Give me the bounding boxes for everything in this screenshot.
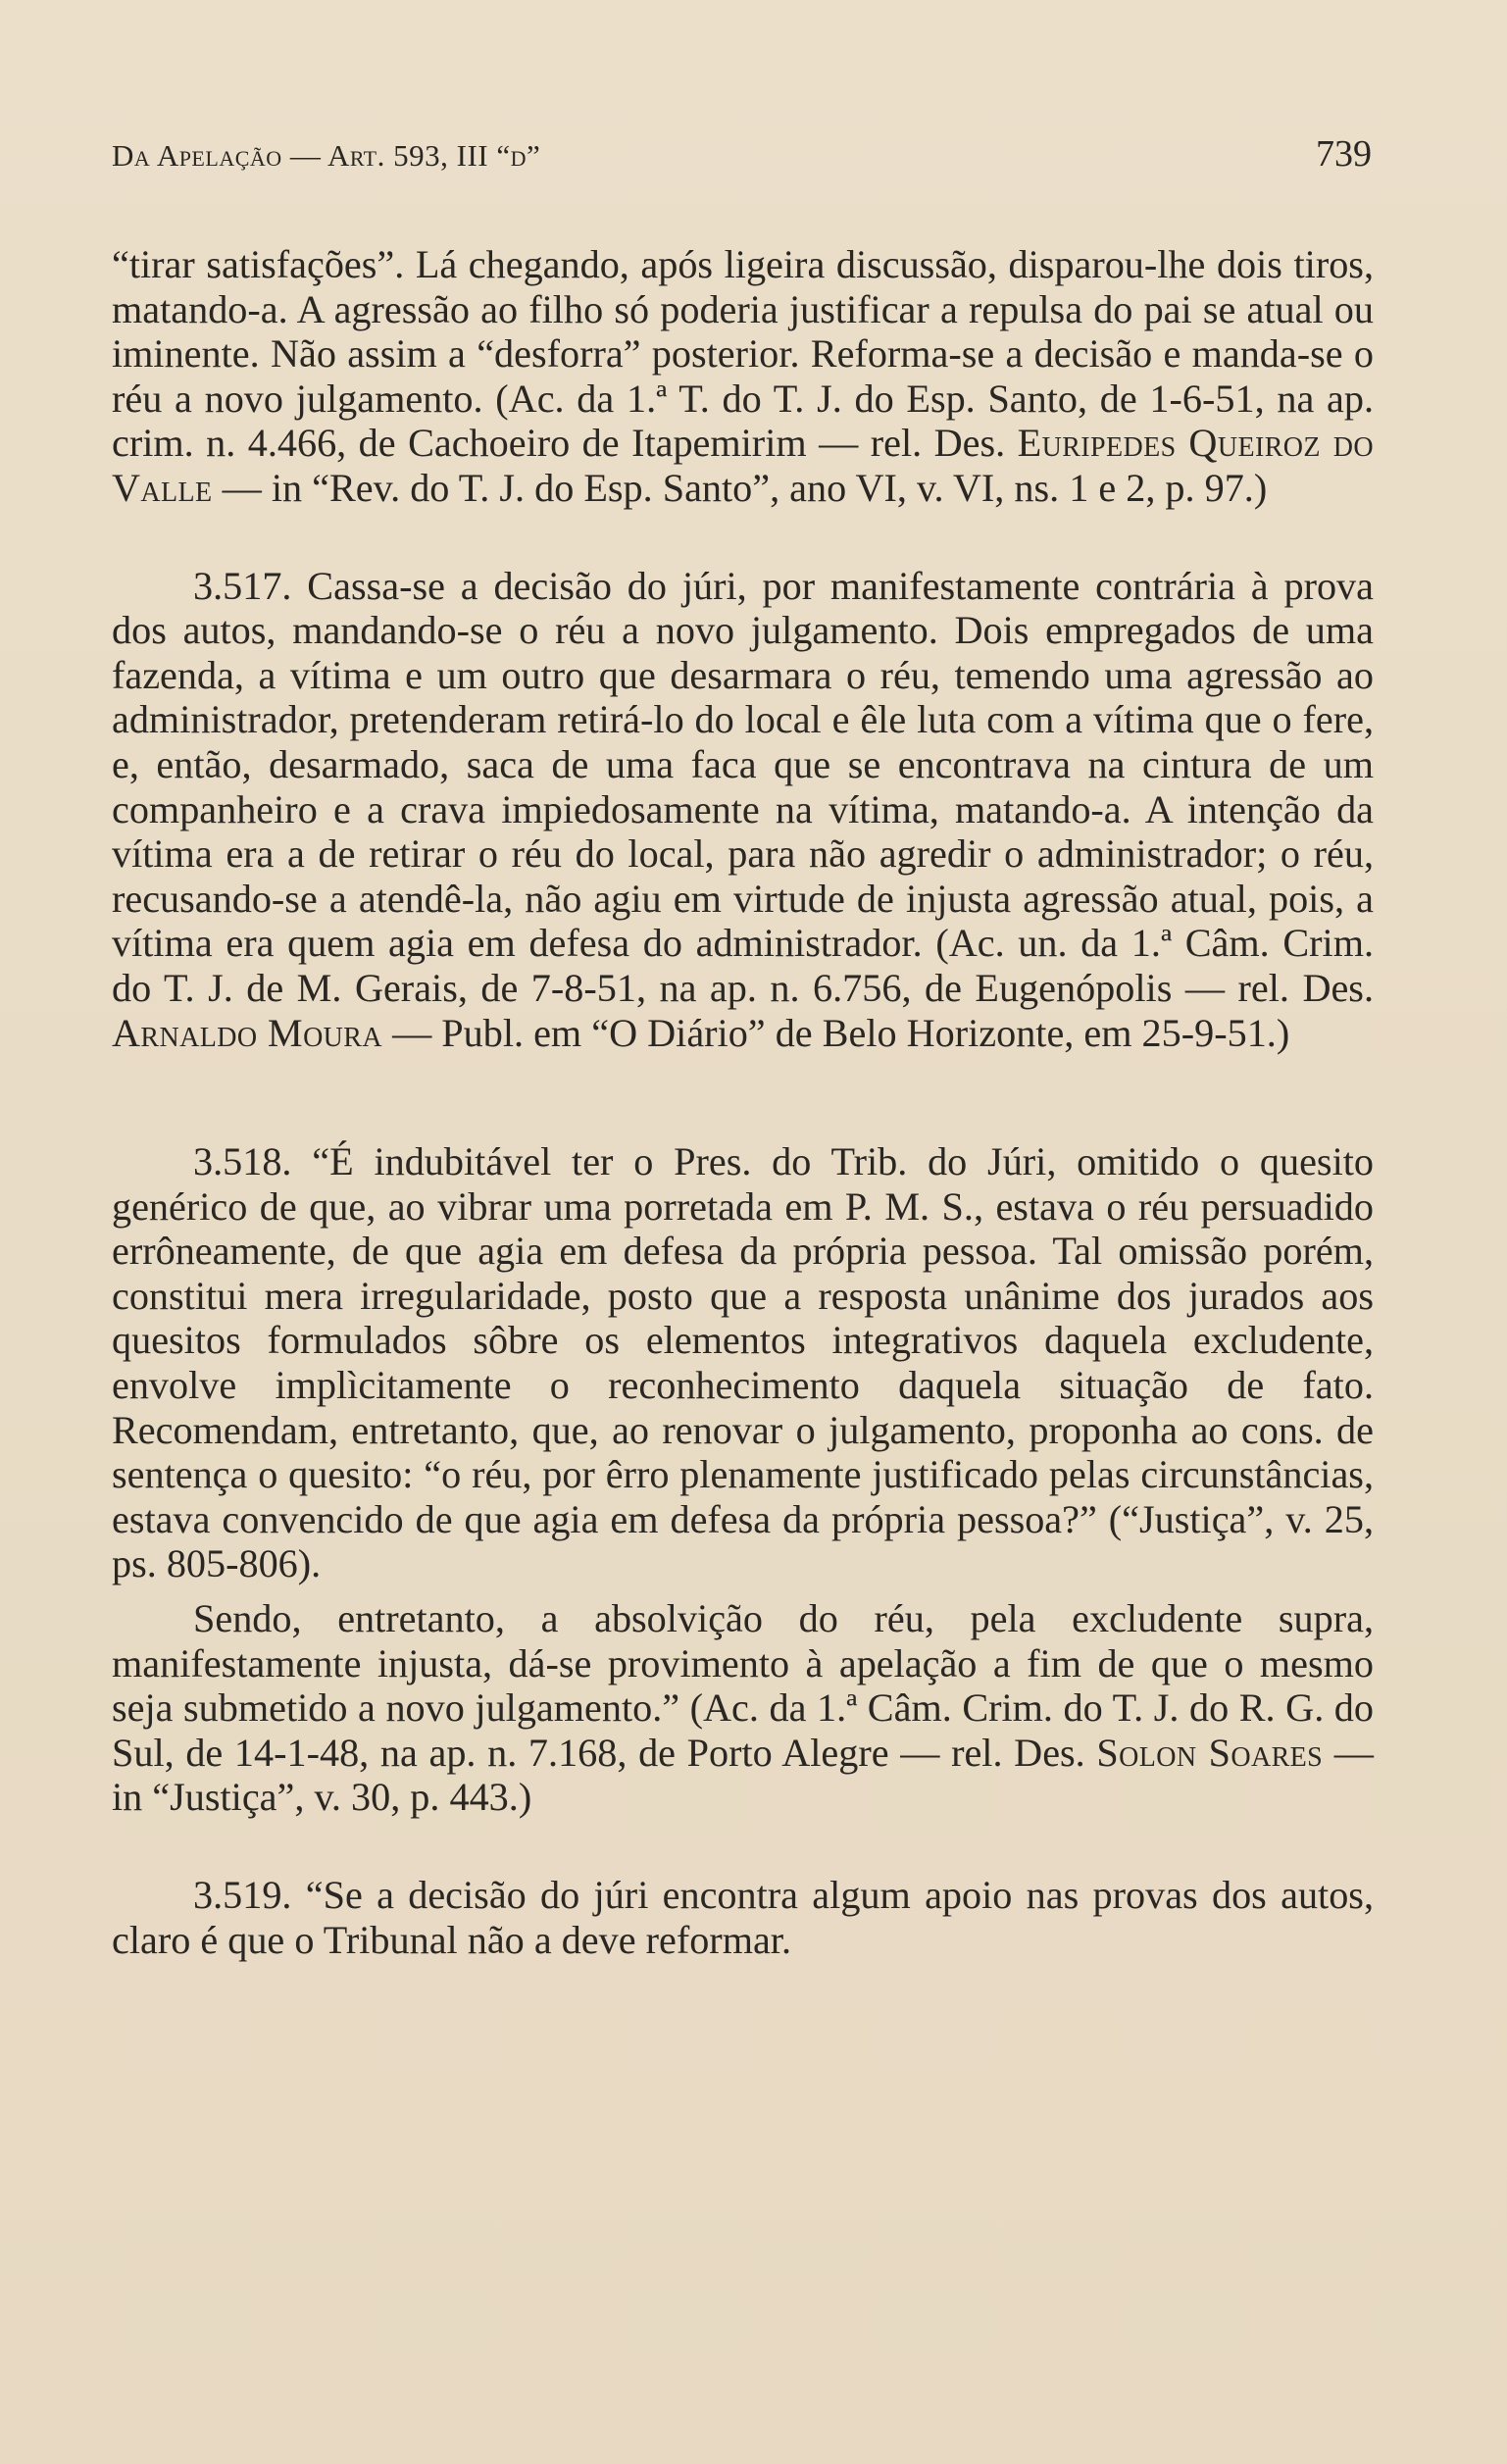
judge-name: Solon Soares	[1096, 1730, 1324, 1775]
judge-name: Arnaldo Moura	[112, 1010, 383, 1055]
running-title: Da Apelação — Art. 593, III “d”	[112, 138, 541, 173]
page-number: 739	[1316, 133, 1372, 175]
judge-name: Euripedes Queiroz do Valle	[112, 421, 1374, 510]
paragraph-3517: 3.517. Cassa-se a decisão do júri, por manifestamente contrária à prova dos autos, mandando-se o réu a novo julgamento. Dois empregados de uma fazenda, a vítima e um outro que desarmara o réu, temendo uma agressão ao administrador, pretenderam retirá-lo do local e êle luta com a vítima que o fere, e, então, desarmado, saca de uma faca que se encontrava na cintura de um companheiro e a crava impiedosamente na vítima, matando-a. A intenção da vítima era a de retirar o réu do local, para não agredir o administrador; o réu, recusando-se a atendê-la, não agiu em virtude de injusta agressão atual, pois, a vítima era quem agia em defesa do administrador. (Ac. un. da 1.ª Câm. Crim. do T. J. de M. Gerais, de 7-8-51, na ap. n. 6.756, de Eugenópolis — rel. Des. Arnaldo Moura — Publ. em “O Diário” de Belo Horizonte, em 25-9-51.)	[112, 563, 1374, 1055]
paragraph-3518: 3.518. “É indubitável ter o Pres. do Trib. do Júri, omitido o quesito genérico de que, ao vibrar uma porretada em P. M. S., estava o réu persuadido errôneamente, de que agia em defesa da própria pessoa. Tal omissão porém, constitui mera irregularidade, posto que a resposta unânime dos jurados aos quesitos formulados sôbre os elementos integrativos daquela excludente, envolve implìcitamente o reconhecimento daquela situação de fato. Recomendam, entretanto, que, ao renovar o julgamento, proponha ao cons. de sentença o quesito: “o réu, por êrro plenamente justificado pelas circunstâncias, estava convencido de que agia em defesa da própria pessoa?” (“Justiça”, v. 25, ps. 805-806).	[112, 1139, 1374, 1586]
paragraph-3519: 3.519. “Se a decisão do júri encontra algum apoio nas provas dos autos, claro é que o Tribunal não a deve reformar.	[112, 1873, 1374, 1962]
paragraph-3518-continued: Sendo, entretanto, a absolvição do réu, pela excludente supra, manifestamente injusta, dá-se provimento à apelação a fim de que o mesmo seja submetido a novo julgamento.” (Ac. da 1.ª Câm. Crim. do T. J. do R. G. do Sul, de 14-1-48, na ap. n. 7.168, de Porto Alegre — rel. Des. Solon Soares — in “Justiça”, v. 30, p. 443.)	[112, 1596, 1374, 1820]
body-text	[112, 242, 1374, 1962]
running-header	[112, 132, 1374, 185]
paragraph-continuation: “tirar satisfações”. Lá chegando, após ligeira discussão, disparou-lhe dois tiros, matando-a. A agressão ao filho só poderia justificar a repulsa do pai se atual ou iminente. Não assim a “desforra” posterior. Reforma-se a decisão e manda-se o réu a novo julgamento. (Ac. da 1.ª T. do T. J. do Esp. Santo, de 1-6-51, na ap. crim. n. 4.466, de Cachoeiro de Itapemirim — rel. Des. Euripedes Queiroz do Valle — in “Rev. do T. J. do Esp. Santo”, ano VI, v. VI, ns. 1 e 2, p. 97.)	[112, 242, 1374, 510]
